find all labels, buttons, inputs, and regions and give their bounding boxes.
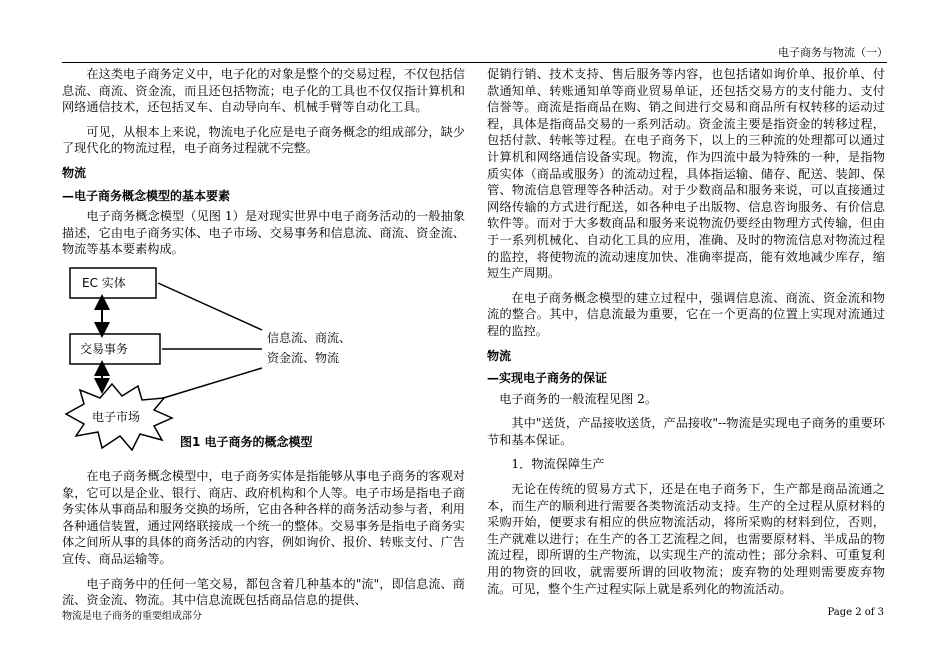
page-number: Page 2 of 3 xyxy=(827,607,884,618)
section-heading: 物流 xyxy=(62,165,87,180)
paragraph: 其中"送货，产品接收送货，产品接收"--物流是实现电子商务的重要环节和基本保证。 xyxy=(487,416,885,447)
paragraph: 促销行销、技术支持、售后服务等内容，也包括诸如询价单、报价单、付款通知单、转账通知单等商业贸易单证，还包括交易方的支付能力、支付信誉等。商流是指商品在购、销之间进行交易和商品所有权转移的运动过程，具体是指商品交易的一系列活动。资金流主要是指资金的转移过程，包括付款、转帐等过程。在电子商务下，以上的三种流的处理都可以通过计算机和网络通信设备实现。物流，作为四流中最为特殊的一种，是指物质实体（商品或服务）的流动过程，具体指运输、储存、配送、装卸、保管、物流信息管理等各种活动。对于少数商品和服务来说，可以直接通过网络传输的方式进行配送，如各种电子出版物、信息咨询服务、有价信息软件等。而对于大多数商品和服务来说物流仍要经由物理方式传输，但由于一系列机械化、自动化工具的应用，准确、及时的物流信息对物流过程的监控，将使物流的流动速度加快、准确率提高，能有效地减少库存，缩短生产周期。 xyxy=(487,67,885,281)
flow-line-bottom xyxy=(160,368,262,399)
paragraph: 在电子商务概念模型中，电子商务实体是指能够从事电子商务的客观对象，它可以是企业、银行、商店、政府机构和个人等。电子市场是指电子商务实体从事商品和服务交换的场所，它由各种各样的商务活动参与者，利用各种通信装置，通过网络联接成一个统一的整体。交易事务是指电子商务实体之间所从事的具体的商务活动的内容，例如询价、报价、转账支付、广告宣传、商品运输等。 xyxy=(62,468,465,566)
figure-diagram xyxy=(62,264,465,458)
paragraph: 电子商务的一般流程见图 2。 xyxy=(499,391,658,406)
section-subheading: —电子商务概念模型的基本要素 xyxy=(62,188,231,203)
paragraph: 可见，从根本上来说，物流电子化应是电子商务概念的组成部分，缺少了现代化的物流过程，电子商务过程就不完整。 xyxy=(62,124,465,156)
transaction-label: 交易事务 xyxy=(80,341,129,356)
right-column xyxy=(487,66,885,597)
paragraph: 无论在传统的贸易方式下，还是在电子商务下，生产都是商品流通之本，而生产的顺利进行需要各类物流活动支持。生产的全过程从原材料的采购开始，便要求有相应的供应物流活动，将所采购的材料到位，否则，生产就难以进行；在生产的各工艺流程之间，也需要原材料、半成品的物流过程，即所谓的生产物流，以实现生产的流动性；部分余料、可重复利用的物资的回收，就需要所谓的回收物流；废弃物的处理则需要废弃物流。可见，整个生产过程实际上就是系列化的物流活动。 xyxy=(487,482,885,596)
flows-label-line2: 资金流、物流 xyxy=(267,350,340,365)
header-rule xyxy=(62,62,887,63)
page-header-title: 电子商务与物流（一） xyxy=(778,46,888,59)
figure-ec-concept-model xyxy=(62,264,465,458)
paragraph: 在这类电子商务定义中，电子化的对象是整个的交易过程，不仅包括信息流、商流、资金流，而且还包括物流；电子化的工具也不仅仅指计算机和网络通信技术，还包括叉车、自动导向车、机械手臂等自动化工具。 xyxy=(62,67,465,115)
section-heading: 物流 xyxy=(487,348,512,363)
left-column xyxy=(62,66,465,609)
market-label: 电子市场 xyxy=(92,409,141,424)
paragraph: 在电子商务概念模型的建立过程中，强调信息流、商流、资金流和物流的整合。其中，信息流最为重要，它在一个更高的位置上实现对流通过程的监控。 xyxy=(487,290,885,338)
section-subheading: —实现电子商务的保证 xyxy=(487,371,608,386)
numbered-subheading: 1．物流保障生产 xyxy=(511,457,605,472)
paragraph: 电子商务中的任何一笔交易，都包含着几种基本的"流"，即信息流、商流、资金流、物流。其中信息流既包括商品信息的提供、 xyxy=(62,576,465,608)
footer-title: 物流是电子商务的重要组成部分 xyxy=(62,611,202,622)
paragraph: 电子商务概念模型（见图 1）是对现实世界中电子商务活动的一般抽象描述，它由电子商务实体、电子市场、交易事务和信息流、商流、资金流、物流等基本要素构成。 xyxy=(62,209,465,257)
flows-label-line1: 信息流、商流、 xyxy=(267,330,352,345)
ec-entity-label: EC 实体 xyxy=(82,275,126,290)
flow-line-top xyxy=(158,283,262,330)
figure-caption: 图1 电子商务的概念模型 xyxy=(180,434,313,449)
